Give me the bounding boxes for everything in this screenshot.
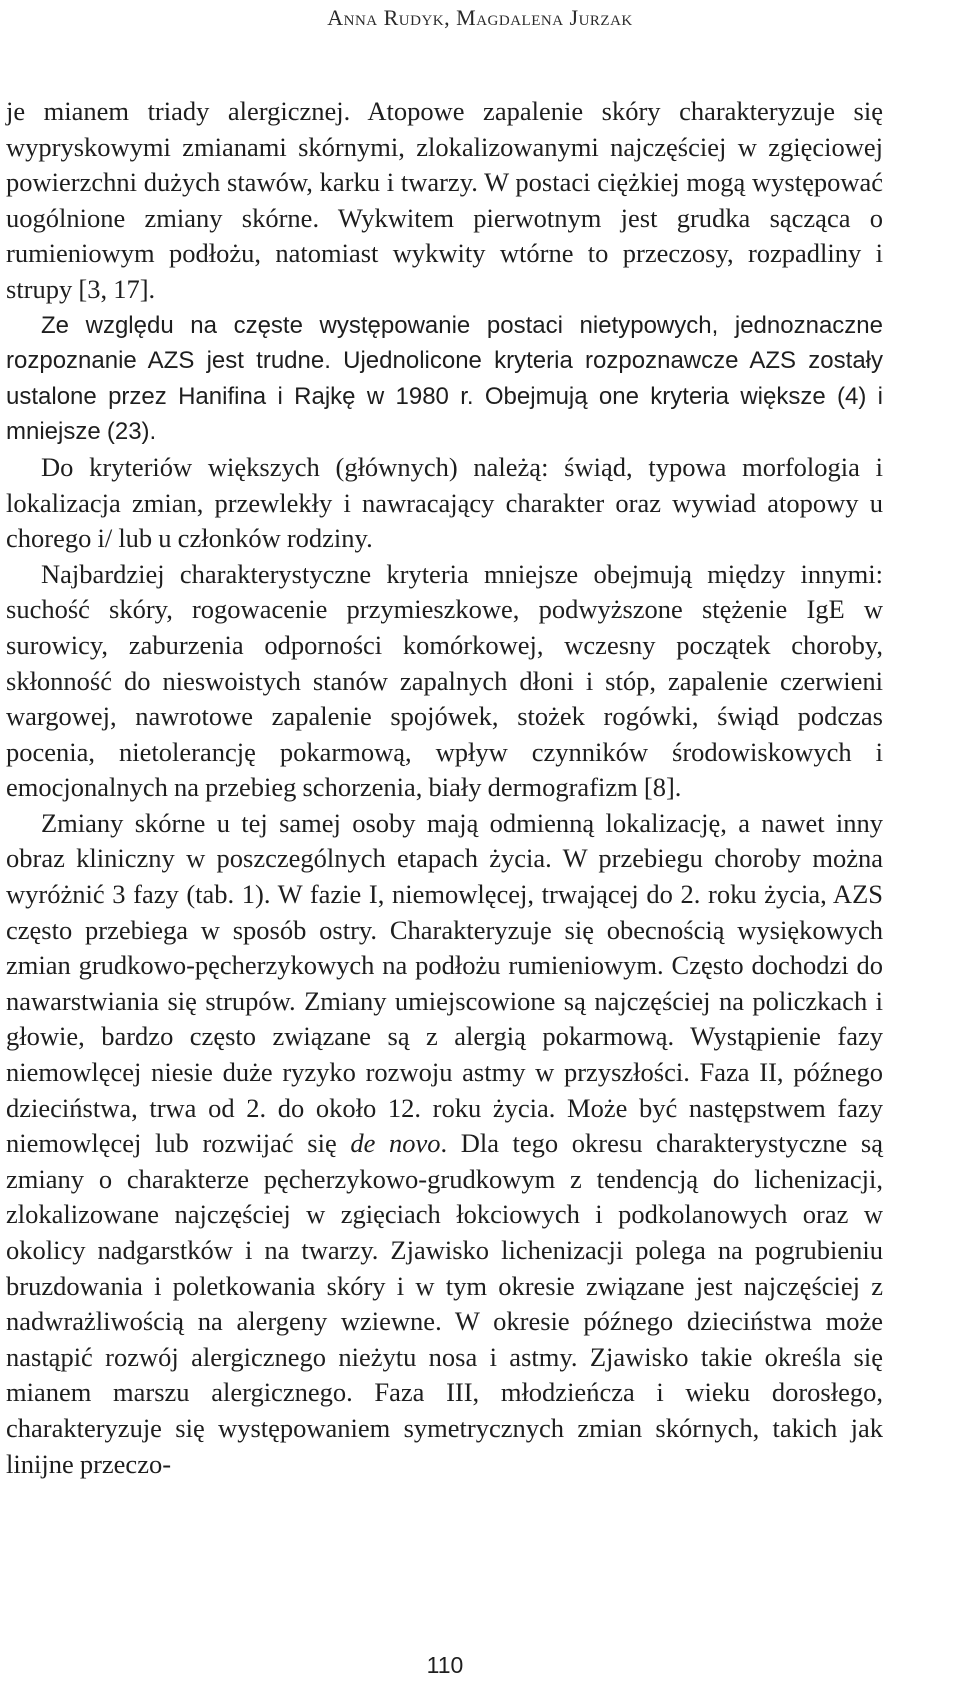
paragraph-5-part-2: . Dla tego okresu charakterystyczne są zmiany o charakterze pęcherzykowo-grudkowym z tendencją do lichenizacji, zlokalizowane najczęściej w zgięciach łokciowych i podkolanowych oraz w okolicy nadgarstków i na twarzy. Zjawisko lichenizacji polega na pogrubieniu bruzdowania i poletkowania skóry i w tym okresie związane jest najczęściej z nadwrażliwością na alergeny wziewne. W okresie późnego dzieciństwa może nastąpić rozwój alergicznego nieżytu nosa i astmy. Zjawisko takie określa się mianem marszu alergicznego. Faza III, młodzieńcza i wieku dorosłego, charakteryzuje się występowaniem symetrycznych zmian skórnych, takich jak linijne przeczo- xyxy=(6,1128,883,1479)
paragraph-5-part-1: Zmiany skórne u tej samej osoby mają odmienną lokalizację, a nawet inny obraz kliniczny w poszczególnych etapach życia. W przebiegu choroby można wyróżnić 3 fazy (tab. 1). W fazie I, niemowlęcej, trwającej do 2. roku życia, AZS często przebiega w sposób ostry. Charakteryzuje się obecnością wysiękowych zmian grudkowo-pęcherzykowych na podłożu rumieniowym. Często dochodzi do nawarstwiania się strupów. Zmiany umiejscowione są najczęściej na policzkach i głowie, bardzo często związane są z alergią pokarmową. Wystąpienie fazy niemowlęcej niesie duże ryzyko rozwoju astmy w przyszłości. Faza II, późnego dzieciństwa, trwa od 2. do około 12. roku życia. Może być następstwem fazy niemowlęcej lub rozwijać się xyxy=(6,807,883,1159)
running-header-authors: Anna Rudyk, Magdalena Jurzak xyxy=(327,5,633,30)
paragraph-1: je mianem triady alergicznej. Atopowe zapalenie skóry charakteryzuje się wypryskowymi zmianami skórnymi, zlokalizowanymi najczęściej w zgięciowej powierzchni dużych stawów, karku i twarzy. W postaci ciężkiej mogą występować uogólnione zmiany skórne. Wykwitem pierwotnym jest grudka sącząca o rumieniowym podłożu, natomiast wykwity wtórne to przeczosy, rozpadliny i strupy [3, 17]. xyxy=(6,96,883,304)
paragraph-5 xyxy=(6,806,883,1482)
page-number: 110 xyxy=(426,1652,464,1678)
paragraph-4: Najbardziej charakterystyczne kryteria mniejsze obejmują między innymi: suchość skóry, rogowacenie przymieszkowe, podwyższone stężenie IgE w surowicy, zaburzenia odporności komórkowej, wczesny początek choroby, skłonność do nieswoistych stanów zapalnych dłoni i stóp, zapalenie czerwieni wargowej, nawrotowe zapalenie spojówek, stożek rogówki, świąd podczas pocenia, nietolerancję pokarmową, wpływ czynników środowiskowych i emocjonalnych na przebieg schorzenia, biały dermografizm [8]. xyxy=(6,558,883,803)
paragraph-5-italic: de novo xyxy=(350,1128,441,1159)
paragraph-3: Do kryteriów większych (głównych) należą: świąd, typowa morfologia i lokalizacja zmian, przewlekły i nawracający charakter oraz wywiad atopowy u chorego i/ lub u członków rodziny. xyxy=(6,451,883,554)
paragraph-2: Ze względu na częste występowanie postaci nietypowych, jednoznaczne rozpoznanie AZS jest trudne. Ujednolicone kryteria rozpoznawcze AZS zostały ustalone przez Hanifina i Rajkę w 1980 r. Obejmują one kryteria większe (4) i mniejsze (23). xyxy=(6,311,883,446)
body-text xyxy=(6,94,883,1482)
